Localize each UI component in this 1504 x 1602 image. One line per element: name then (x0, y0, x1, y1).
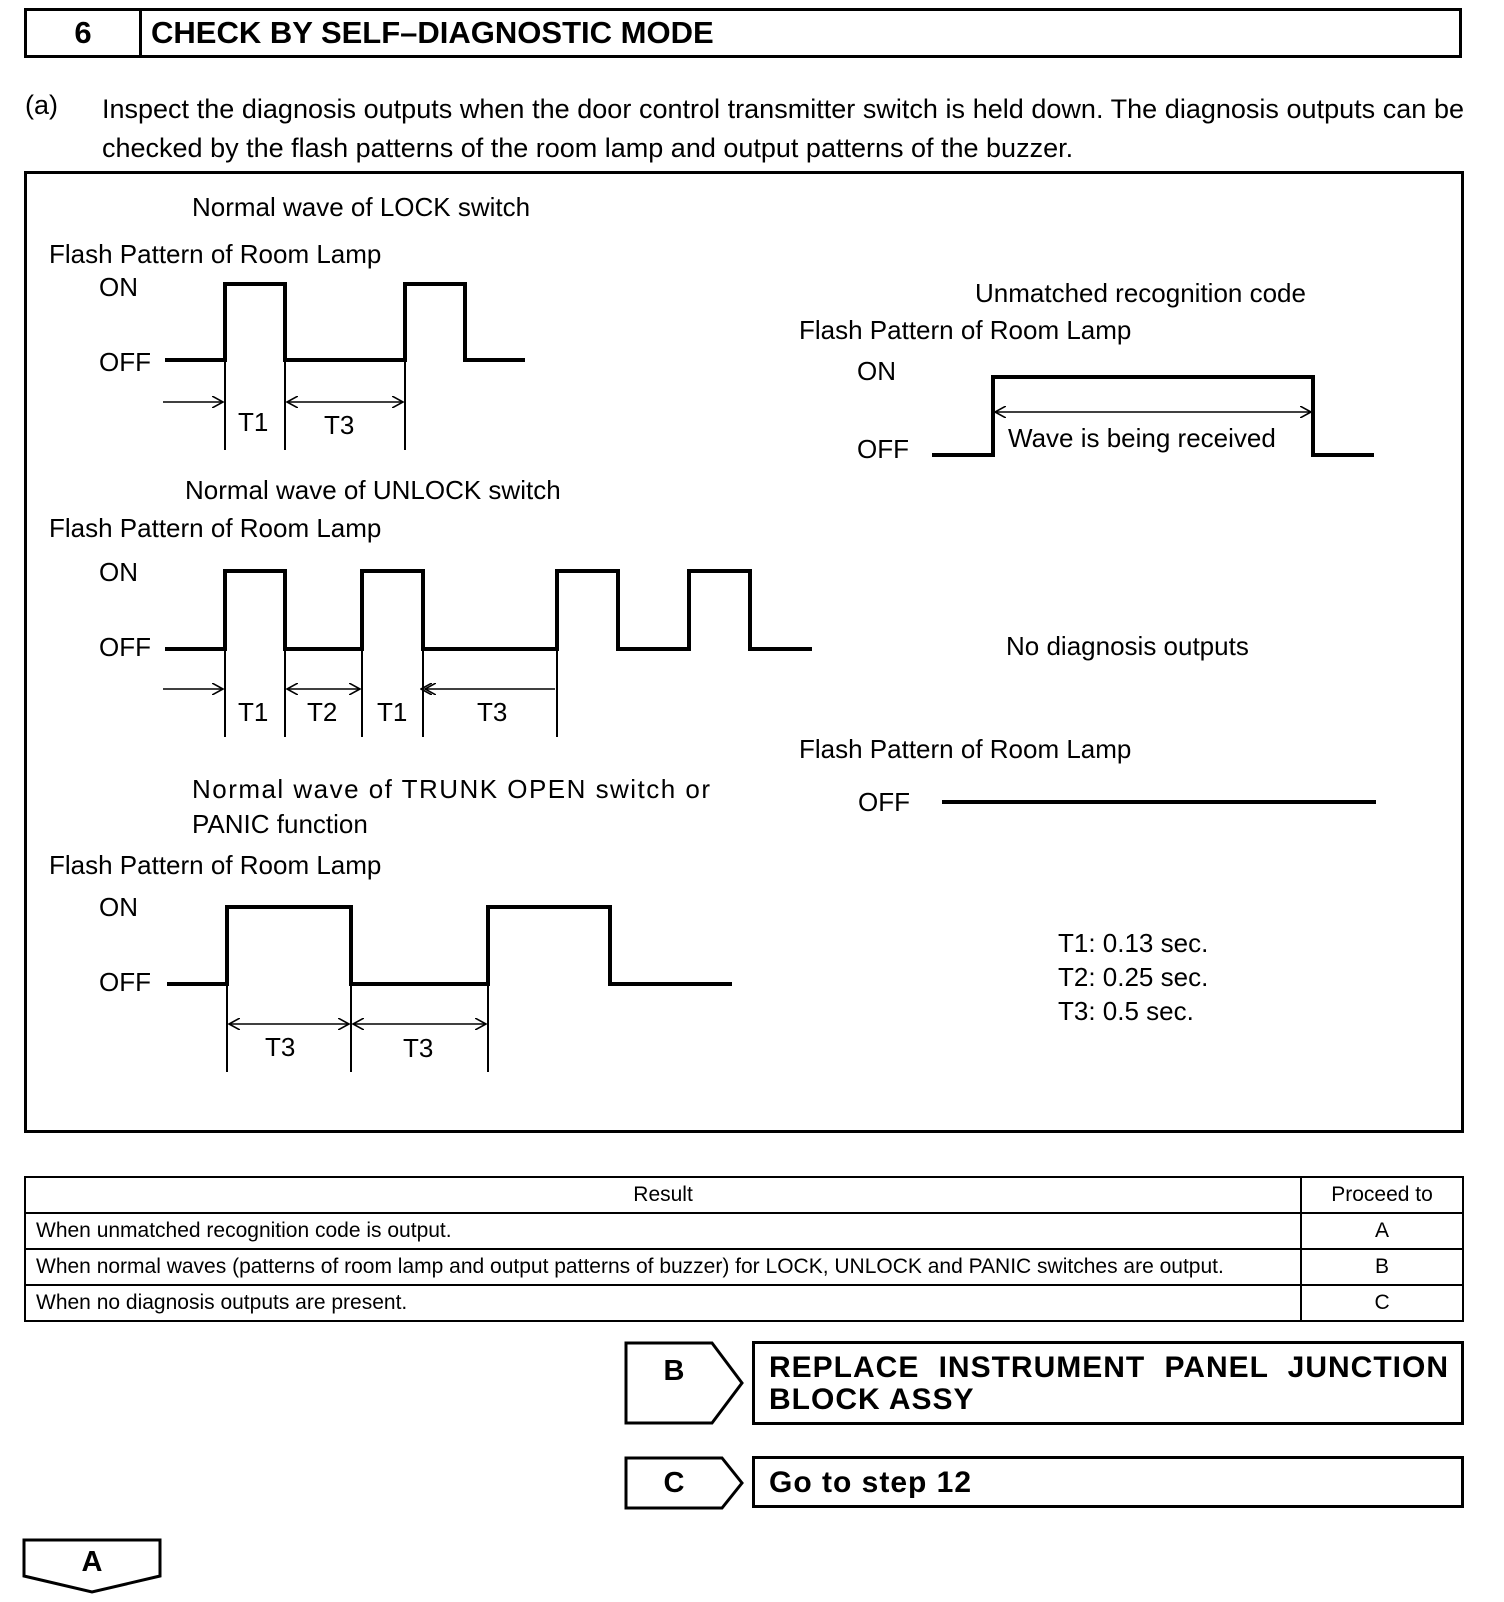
wave-received-note: Wave is being received (1008, 423, 1276, 453)
unlock-t1a-label: T1 (238, 697, 269, 727)
waveform-diagrams (27, 174, 1461, 1130)
trunk-t3b-label: T3 (403, 1033, 434, 1063)
timing-t1: T1: 0.13 sec. (1058, 928, 1209, 958)
table-header-row (25, 1177, 1463, 1213)
header-proceed: Proceed to (1301, 1177, 1463, 1213)
timing-t3: T3: 0.5 sec. (1058, 996, 1194, 1026)
unlock-off-label: OFF (99, 632, 151, 662)
result-cell: When no diagnosis outputs are present. (25, 1285, 1301, 1321)
unlock-on-label: ON (99, 557, 138, 587)
header-result: Result (25, 1177, 1301, 1213)
unmatched-title: Unmatched recognition code (975, 278, 1306, 308)
unlock-subtitle: Flash Pattern of Room Lamp (49, 513, 382, 543)
instruction-text: Inspect the diagnosis outputs when the door control transmitter switch is held down. The diagnosis outputs can be checked by the flash patterns of the room lamp and output patterns of the buzzer. (102, 94, 1464, 163)
step-number: 6 (27, 11, 142, 55)
lock-on-label: ON (99, 272, 138, 302)
unlock-t3-label: T3 (477, 697, 508, 727)
timing-t2: T2: 0.25 sec. (1058, 962, 1209, 992)
proceed-cell: B (1301, 1249, 1463, 1285)
no-output-title: No diagnosis outputs (1006, 631, 1249, 661)
trunk-title-line1: Normal wave of TRUNK OPEN switch or (192, 774, 710, 804)
unlock-t2-label: T2 (307, 697, 338, 727)
trunk-title-line2: PANIC function (192, 809, 368, 839)
unlock-title: Normal wave of UNLOCK switch (185, 475, 561, 505)
diagnosis-figure (24, 171, 1464, 1133)
no-output-subtitle: Flash Pattern of Room Lamp (799, 734, 1132, 764)
trunk-off-label: OFF (99, 967, 151, 997)
branch-a-arrow[interactable] (22, 1538, 164, 1594)
unmatched-off-label: OFF (857, 434, 909, 464)
branch-b-label: B (663, 1354, 685, 1387)
trunk-subtitle: Flash Pattern of Room Lamp (49, 850, 382, 880)
step-title: CHECK BY SELF–DIAGNOSTIC MODE (151, 15, 714, 50)
unlock-t1b-label: T1 (377, 697, 408, 727)
action-c-line1: Go to step 12 (769, 1466, 973, 1499)
table-row (25, 1249, 1463, 1285)
branch-c-arrow[interactable] (624, 1456, 746, 1510)
branch-a-label: A (81, 1545, 103, 1578)
lock-subtitle: Flash Pattern of Room Lamp (49, 239, 382, 269)
lock-t3-label: T3 (324, 410, 355, 440)
instruction-label: (a) (25, 90, 58, 120)
result-cell: When normal waves (patterns of room lamp and output patterns of buzzer) for LOCK, UNLOCK and PANIC switches are output. (25, 1249, 1301, 1285)
proceed-cell: C (1301, 1285, 1463, 1321)
lock-t1-label: T1 (238, 407, 269, 437)
lock-title: Normal wave of LOCK switch (192, 192, 531, 222)
unmatched-on-label: ON (857, 356, 896, 386)
proceed-cell: A (1301, 1213, 1463, 1249)
lock-off-label: OFF (99, 347, 151, 377)
table-row (25, 1213, 1463, 1249)
branch-b-arrow[interactable] (624, 1341, 746, 1425)
no-output-off-label: OFF (858, 787, 910, 817)
lock-waveform (165, 284, 525, 360)
unlock-waveform (165, 571, 812, 649)
result-table (24, 1176, 1464, 1322)
table-row (25, 1285, 1463, 1321)
trunk-waveform (167, 907, 732, 984)
branch-c-label: C (663, 1466, 685, 1499)
action-b-line1: REPLACE INSTRUMENT PANEL JUNCTION (769, 1351, 1449, 1384)
step-header (24, 8, 1462, 58)
action-b-line2: BLOCK ASSY (769, 1383, 975, 1416)
result-cell: When unmatched recognition code is output. (25, 1213, 1301, 1249)
unmatched-subtitle: Flash Pattern of Room Lamp (799, 315, 1132, 345)
action-c-box (752, 1456, 1464, 1508)
trunk-on-label: ON (99, 892, 138, 922)
action-b-box (752, 1341, 1464, 1425)
trunk-t3a-label: T3 (265, 1032, 296, 1062)
